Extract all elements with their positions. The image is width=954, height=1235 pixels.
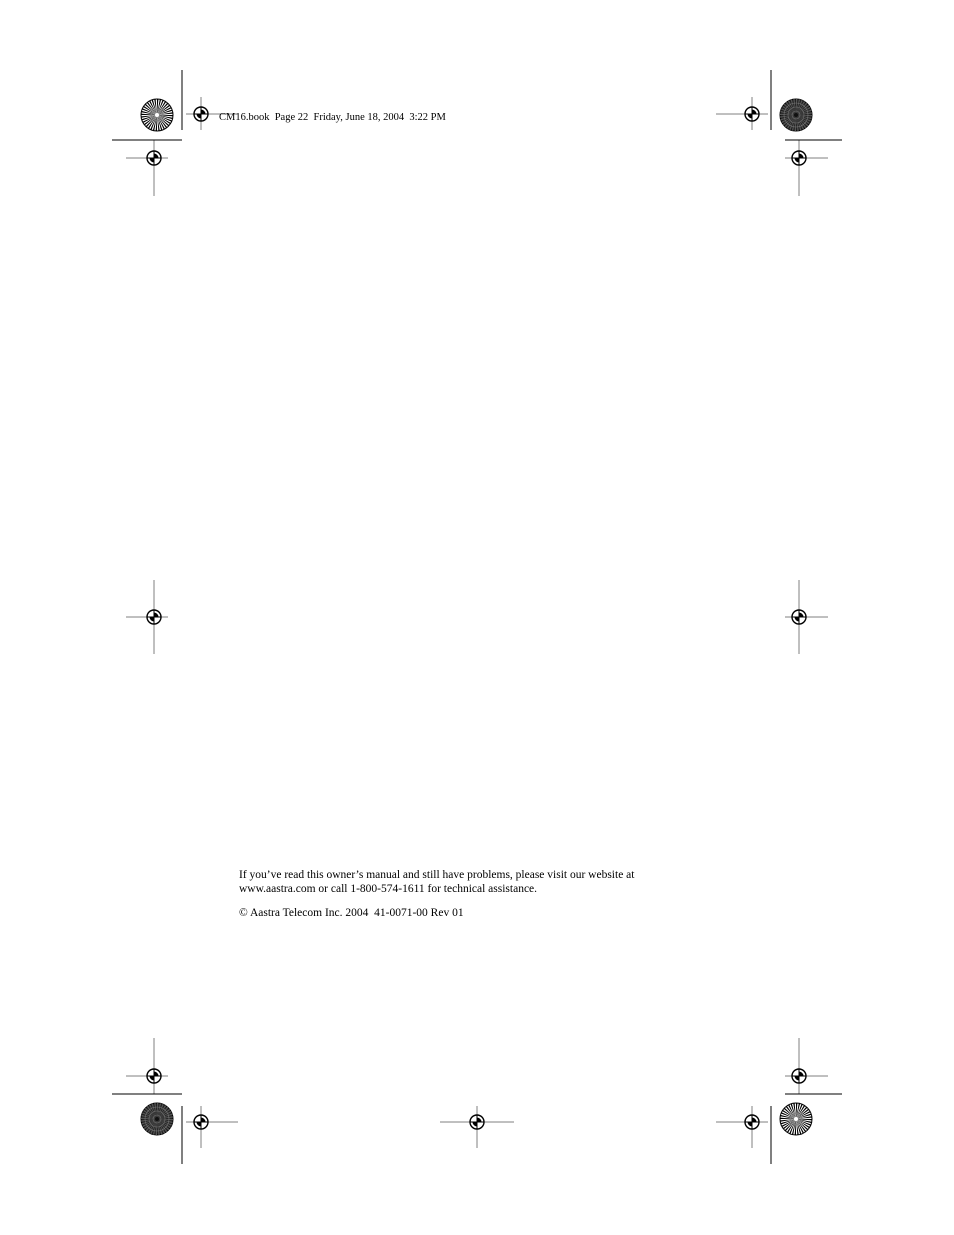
- crosshair-circle-icon: [147, 610, 161, 624]
- starburst-hub: [794, 1117, 798, 1121]
- crosshair-circle-icon: [194, 1115, 208, 1129]
- starburst-hub: [155, 1117, 159, 1121]
- support-footer: [239, 869, 709, 921]
- crosshair-circle-icon: [194, 107, 208, 121]
- radial-starburst-icon: [780, 99, 812, 131]
- starburst-hub: [794, 113, 798, 117]
- print-slug: CM16.book Page 22 Friday, June 18, 2004 3:22 PM: [219, 112, 446, 123]
- support-text-line-2: www.aastra.com or call 1-800-574-1611 for technical assistance.: [239, 882, 538, 895]
- copyright-notice: © Aastra Telecom Inc. 2004 41-0071-00 Rev 01: [239, 907, 464, 919]
- support-text-line-1: If you’ve read this owner’s manual and still have problems, please visit our website at: [239, 869, 635, 881]
- crosshair-circle-icon: [147, 151, 161, 165]
- crosshair-circle-icon: [745, 107, 759, 121]
- crosshair-circle-icon: [792, 151, 806, 165]
- registration-guides: [126, 97, 828, 1148]
- crosshair-circle-icon: [792, 1069, 806, 1083]
- radial-starburst-icon: [141, 99, 173, 131]
- starburst-hub: [155, 113, 159, 117]
- crosshair-circle-icon: [470, 1115, 484, 1129]
- crop-lines: [112, 70, 842, 1164]
- crosshair-circle-icon: [792, 610, 806, 624]
- crosshair-circle-icon: [147, 1069, 161, 1083]
- radial-starburst-icon: [780, 1103, 812, 1135]
- crosshair-circle-icon: [745, 1115, 759, 1129]
- radial-starburst-icon: [141, 1103, 173, 1135]
